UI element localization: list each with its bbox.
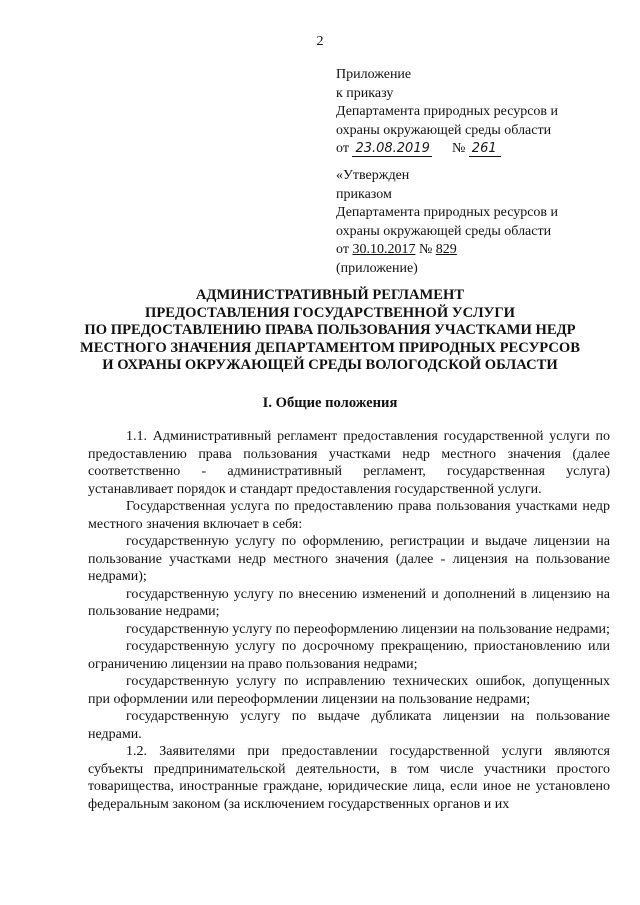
approved-block [336,167,626,278]
section-heading: I. Общие положения [262,395,398,411]
paragraph: государственную услугу по переоформлению лицензии на пользование недрами; [126,621,610,637]
number-prefix: № [418,242,433,257]
approved-line: «Утвержден [336,168,410,183]
appendix-line: Приложение [336,67,412,82]
title-line: АДМИНИСТРАТИВНЫЙ РЕГЛАМЕНТ [195,287,465,303]
paragraph: государственную услугу по внесению изменений и дополнений в лицензию на пользование недрами; [88,586,610,619]
approved-line: (приложение) [336,260,418,276]
title-line: ПРЕДОСТАВЛЕНИЯ ГОСУДАРСТВЕННОЙ УСЛУГИ [145,304,515,321]
handwritten-number: 261 [469,142,501,157]
title-line: ПО ПРЕДОСТАВЛЕНИЮ ПРАВА ПОЛЬЗОВАНИЯ УЧАСТКАМИ НЕДР [84,322,576,339]
appendix-line: охраны окружающей среды области [336,122,552,138]
paragraph: 1.2. Заявителями при предоставлении государственной услуги являются субъекты предпринимательской деятельности, в том числе участники простого товарищества, иностранные граждане, юридические лица, если иное не установлено федеральным законом (за исключением государственных органов и их [88,744,610,812]
paragraph: 1.1. Административный регламент предоставления государственной услуги по предоставлению права пользования участками недр местного значения (далее соответственно - административный регламент, государственная услуга) устанавливает порядок и стандарт предоставления государственной услуги. [88,429,610,497]
appendix-line: к приказу [336,85,394,101]
appendix-line: Департамента природных ресурсов и [336,104,559,119]
paragraph: государственную услугу по выдаче дубликата лицензии на пользование недрами. [88,709,610,742]
number-prefix: № [451,141,466,156]
appendix-block [336,66,626,159]
handwritten-date: 23.08.2019 [352,142,432,157]
approved-line: приказом [336,186,392,202]
date-prefix: от [336,242,349,257]
approved-line: охраны окружающей среды области [336,223,552,239]
paragraph: государственную услугу по досрочному прекращению, приостановлению или ограничению лицензии на право пользования недрами; [88,639,610,672]
approved-number: 829 [435,242,457,257]
paragraph: государственную услугу по исправлению технических ошибок, допущенных при оформлении или переоформлении лицензии на пользование недрами; [88,674,610,707]
approved-line: Департамента природных ресурсов и [336,205,559,220]
approved-date-line [336,241,626,260]
paragraph: Государственная услуга по предоставлению права пользования участками недр местного значения включает в себя: [88,499,610,532]
title-line: МЕСТНОГО ЗНАЧЕНИЯ ДЕПАРТАМЕНТОМ ПРИРОДНЫХ РЕСУРСОВ [80,339,580,356]
appendix-date-line [336,140,626,159]
document-title [40,287,620,375]
paragraph: государственную услугу по оформлению, регистрации и выдаче лицензии на пользование участками недр местного значения (далее - лицензия на пользование недрами); [88,534,610,584]
title-line: И ОХРАНЫ ОКРУЖАЮЩЕЙ СРЕДЫ ВОЛОГОДСКОЙ ОБЛАСТИ [102,357,558,374]
date-prefix: от [336,141,349,156]
body-text [88,428,610,813]
page-number: 2 [316,34,324,49]
approved-date: 30.10.2017 [352,242,416,257]
